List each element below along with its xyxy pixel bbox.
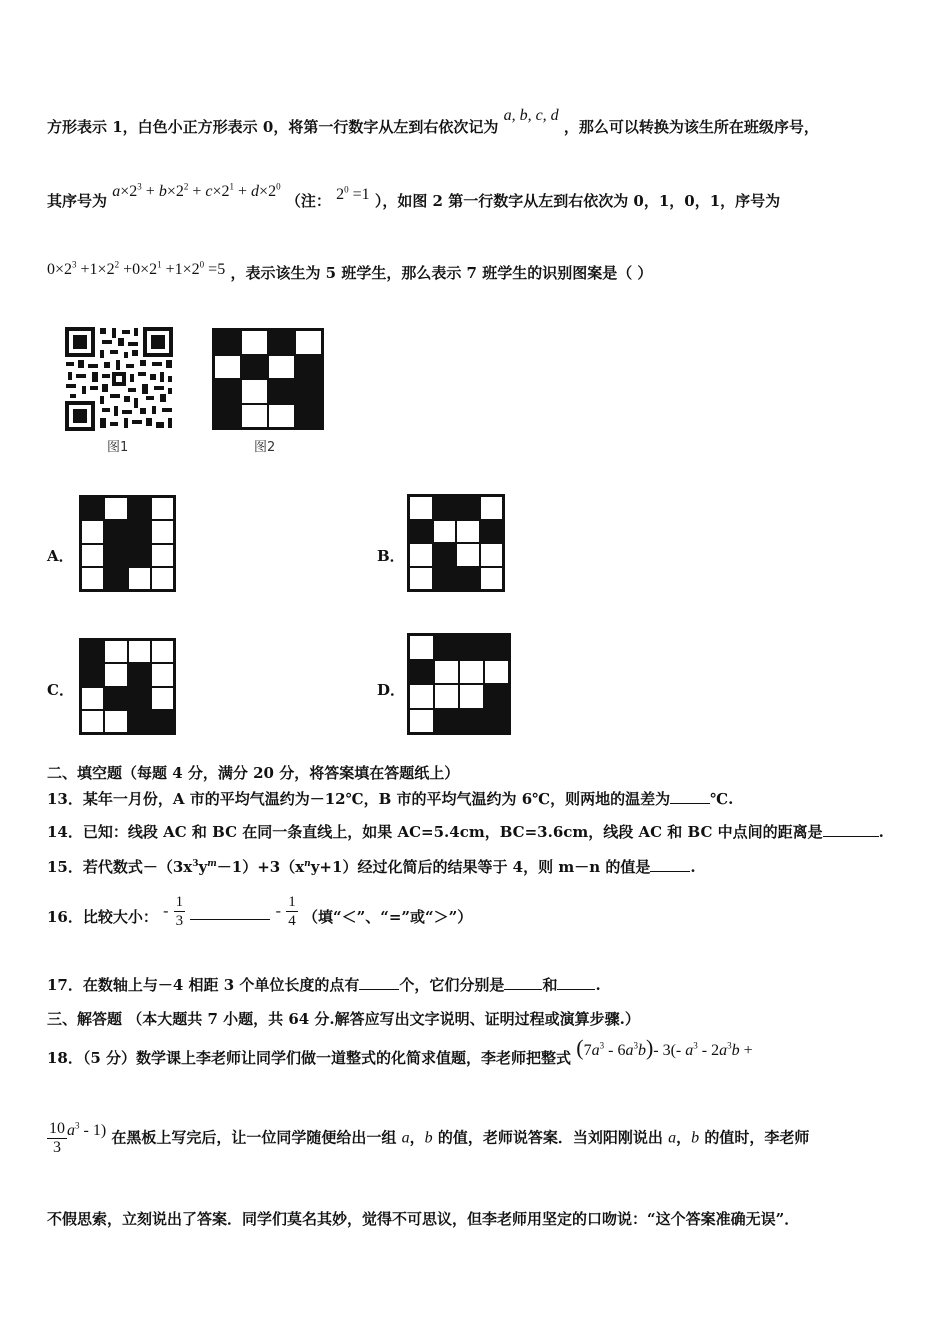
- answer-blank[interactable]: [650, 871, 690, 872]
- fraction-ten-thirds: $\frac{10}{3}$: [49, 1120, 65, 1156]
- section-2-heading: 二、填空题（每题 4 分，满分 20 分，将答案填在答题纸上）: [47, 764, 460, 782]
- var-list: a, b, c, d: [503, 107, 559, 124]
- expression-part-1: $(7a^3 - 6a^3b)-$ 3(- $a^3 - 2a^3b$ +: [576, 1035, 753, 1060]
- question-14: 14．已知：线段 AC 和 BC 在同一条直线上，如果 AC=5.4cm，BC=3.6cm，线段 AC 和 BC 中点间的距离是 .: [47, 823, 884, 841]
- figure-2-caption: 图2: [254, 440, 276, 455]
- formula-note: $2^0 =1$: [336, 184, 370, 203]
- option-a-label[interactable]: A．: [47, 547, 74, 565]
- question-17: 17．在数轴上与－4 相距 3 个单位长度的点有 个，它们分别是 和 .: [47, 976, 601, 994]
- fraction-one-quarter: $\frac{1}{4}$: [288, 894, 296, 929]
- option-b-label[interactable]: B．: [377, 547, 405, 565]
- intro-line-2: 其序号为 $a\times 2^3 + b\times 2^2 + c\times 2^1 + d\times 2^0$ （注： $2^0 =1$ ），如图 2 第一行数字从左到右依次为 0，1，0，1，序号为: [47, 181, 781, 210]
- option-c-label[interactable]: C．: [47, 681, 74, 699]
- answer-blank[interactable]: [504, 989, 542, 990]
- intro-line-1: 方形表示 1，白色小正方形表示 0，将第一行数字从左到右依次记为 a, b, c, d ，那么可以转换为该生所在班级序号，: [47, 107, 819, 136]
- answer-blank[interactable]: [670, 803, 710, 804]
- question-18-line-1: 18．（5 分）数学课上李老师让同学们做一道整式的化简求值题，李老师把整式 $(7a^3 - 6a^3b)-$ 3(- $a^3 - 2a^3b$ +: [47, 1035, 753, 1067]
- option-b-grid[interactable]: [407, 494, 505, 592]
- option-a-grid[interactable]: [79, 495, 176, 592]
- option-d-grid[interactable]: [407, 633, 511, 735]
- question-13: 13．某年一月份，A 市的平均气温约为－12℃，B 市的平均气温约为 6℃，则两地的温差为 ℃.: [47, 790, 734, 808]
- answer-blank[interactable]: [557, 989, 595, 990]
- figure-1-caption: 图1: [107, 440, 129, 455]
- answer-blank[interactable]: [190, 919, 270, 920]
- question-16: 16．比较大小： - $\frac{1}{3}$ - $\frac{1}{4}$ （填“＜”、“=”或“＞”）: [47, 894, 473, 929]
- option-d-label[interactable]: D．: [377, 681, 406, 699]
- figure-2-grid: [212, 328, 324, 430]
- answer-blank[interactable]: [359, 989, 399, 990]
- question-18-line-3: 不假思索，立刻说出了答案．同学们莫名其妙，觉得不可思议，但李老师用坚定的口吻说：“这个答案准确无误”．: [47, 1210, 800, 1228]
- section-3-heading: 三、解答题 （本大题共 7 小题，共 64 分.解答应写出文字说明、证明过程或演算步骤.）: [47, 1010, 640, 1028]
- question-15: 15．若代数式$-(3x^3y^m-1)+3(x^ny+1)$经过化简后的结果等于 4，则 m－n 的值是 .: [47, 858, 696, 876]
- formula-example: $0\times 2^3 +1\times 2^2 +0\times 2^1 +1\times 2^0 =5$: [47, 259, 226, 278]
- formula-sequence: $a\times 2^3 + b\times 2^2 + c\times 2^1 + d\times 2^0$: [112, 181, 281, 200]
- fraction-one-third: $\frac{1}{3}$: [175, 894, 184, 929]
- option-c-grid[interactable]: [79, 638, 176, 735]
- qr-code-figure: [64, 326, 174, 432]
- intro-line-3: $0\times 2^3 +1\times 2^2 +0\times 2^1 +1\times 2^0 =5$ ，表示该生为 5 班学生，那么表示 7 班学生的识别图案是（ ）: [47, 259, 653, 282]
- question-18-line-2: $\frac{10}{3}$ $a^3 - 1$) 在黑板上写完后，让一位同学随便给出一组 a，b 的值，老师说答案．当刘阳刚说出 a，b 的值时，李老师: [49, 1120, 810, 1156]
- answer-blank[interactable]: [823, 836, 879, 837]
